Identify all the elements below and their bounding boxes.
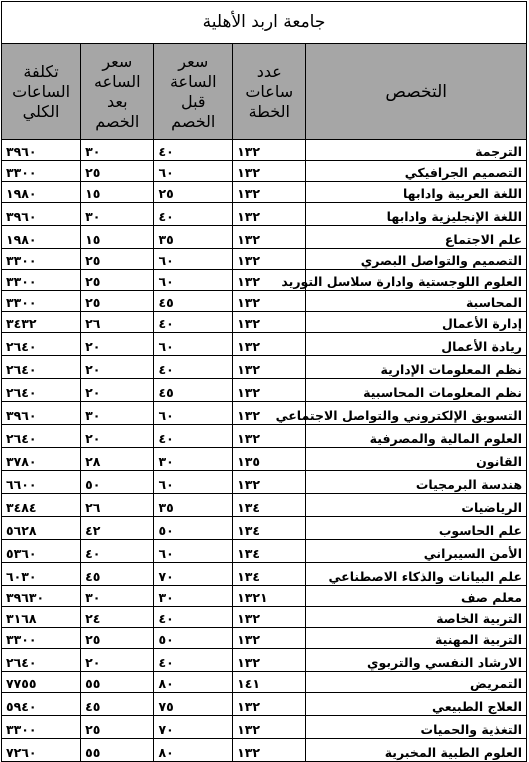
table-row — [2, 628, 526, 649]
specialization-cell: الأمن السيبراني — [306, 540, 526, 563]
total-cost-cell: ٦٠٣٠ — [2, 563, 81, 586]
price-before-cell: ٦٠ — [154, 540, 233, 563]
price-before-cell: ٦٠ — [154, 333, 233, 356]
plan-hours-cell: ١٣٤ — [233, 563, 306, 586]
specialization-cell: التربية الخاصة — [306, 607, 526, 628]
plan-hours-cell: ١٣٤ — [233, 517, 306, 540]
specialization-cell: القانون — [306, 448, 526, 471]
plan-hours-cell: ١٣٢١ — [233, 586, 306, 607]
table-row — [2, 672, 526, 693]
table-row — [2, 540, 526, 563]
price-table-document — [1, 1, 527, 762]
total-cost-cell: ٣٣٠٠ — [2, 249, 81, 270]
specialization-cell: هندسة البرمجيات — [306, 471, 526, 494]
price-before-cell: ٤٥ — [154, 379, 233, 402]
total-cost-cell: ٢٦٤٠ — [2, 356, 81, 379]
table-row — [2, 425, 526, 448]
table-row — [2, 333, 526, 356]
price-after-cell: ٢٥ — [81, 716, 154, 739]
price-after-cell: ٢٥ — [81, 291, 154, 312]
total-cost-cell: ٣٣٠٠ — [2, 716, 81, 739]
total-cost-cell: ٢٦٤٠ — [2, 649, 81, 672]
price-after-cell: ٥٥ — [81, 739, 154, 762]
total-cost-cell: ٣٣٠٠ — [2, 161, 81, 182]
table-row — [2, 607, 526, 628]
price-before-cell: ٦٠ — [154, 161, 233, 182]
price-before-cell: ٤٠ — [154, 140, 233, 161]
table-header-row — [2, 44, 526, 140]
table-row — [2, 693, 526, 716]
specialization-cell: الرياضيات — [306, 494, 526, 517]
specialization-cell: التربية المهنية — [306, 628, 526, 649]
total-cost-cell: ٣١٦٨ — [2, 607, 81, 628]
specialization-cell: اللغة الإنجليزية وادابها — [306, 203, 526, 226]
price-after-cell: ٢٠ — [81, 649, 154, 672]
price-before-cell: ٣٥ — [154, 226, 233, 249]
price-after-cell: ٢٠ — [81, 356, 154, 379]
table-row — [2, 471, 526, 494]
specialization-cell: التصميم والتواصل البصري — [306, 249, 526, 270]
plan-hours-cell: ١٣٢ — [233, 333, 306, 356]
header-plan-hours: عدد ساعات الخطة — [233, 44, 306, 140]
plan-hours-cell: ١٣٢ — [233, 379, 306, 402]
price-after-cell: ٢٦ — [81, 312, 154, 333]
header-price-after-discount: سعر الساعه بعد الخصم — [81, 44, 154, 140]
total-cost-cell: ٥٣٦٠ — [2, 540, 81, 563]
table-row — [2, 182, 526, 203]
table-row — [2, 716, 526, 739]
plan-hours-cell: ١٣٢ — [233, 249, 306, 270]
specialization-cell: العلوم المالية والمصرفية — [306, 425, 526, 448]
plan-hours-cell: ١٣٥ — [233, 448, 306, 471]
plan-hours-cell: ١٣٢ — [233, 607, 306, 628]
header-specialization: التخصص — [306, 44, 526, 140]
specialization-cell: الارشاد النفسي والتربوي — [306, 649, 526, 672]
specialization-cell: العلاج الطبيعي — [306, 693, 526, 716]
total-cost-cell: ٧٧٥٥ — [2, 672, 81, 693]
plan-hours-cell: ١٣٢ — [233, 402, 306, 425]
plan-hours-cell: ١٣٢ — [233, 628, 306, 649]
price-before-cell: ٤٠ — [154, 203, 233, 226]
total-cost-cell: ٣٣٠٠ — [2, 628, 81, 649]
price-after-cell: ٢٥ — [81, 628, 154, 649]
price-before-cell: ٦٠ — [154, 249, 233, 270]
specialization-cell: علم الاجتماع — [306, 226, 526, 249]
header-total-cost: تكلفة الساعات الكلي — [2, 44, 81, 140]
table-row — [2, 161, 526, 182]
total-cost-cell: ٣٣٠٠ — [2, 270, 81, 291]
specialization-cell: علم الحاسوب — [306, 517, 526, 540]
price-before-cell: ٣٠ — [154, 586, 233, 607]
price-after-cell: ٢٠ — [81, 379, 154, 402]
total-cost-cell: ٢٦٤٠ — [2, 425, 81, 448]
total-cost-cell: ٦٦٠٠ — [2, 471, 81, 494]
plan-hours-cell: ١٣٢ — [233, 203, 306, 226]
price-after-cell: ١٥ — [81, 226, 154, 249]
total-cost-cell: ٣٩٦٠ — [2, 140, 81, 161]
price-before-cell: ٥٠ — [154, 628, 233, 649]
table-row — [2, 739, 526, 762]
total-cost-cell: ٢٦٤٠ — [2, 379, 81, 402]
specialization-cell: المحاسبة — [306, 291, 526, 312]
price-after-cell: ٤٥ — [81, 693, 154, 716]
table-row — [2, 379, 526, 402]
plan-hours-cell: ١٣٢ — [233, 140, 306, 161]
price-before-cell: ٤٠ — [154, 356, 233, 379]
price-after-cell: ٤٠ — [81, 540, 154, 563]
total-cost-cell: ١٩٨٠ — [2, 226, 81, 249]
total-cost-cell: ١٩٨٠ — [2, 182, 81, 203]
plan-hours-cell: ١٣٢ — [233, 161, 306, 182]
plan-hours-cell: ١٣٤ — [233, 494, 306, 517]
specialization-cell: العلوم اللوجستية وادارة سلاسل التوريد — [306, 270, 526, 291]
price-before-cell: ٨٠ — [154, 739, 233, 762]
total-cost-cell: ٣٤٨٤ — [2, 494, 81, 517]
header-price-before-discount: سعر الساعة قبل الخصم — [154, 44, 233, 140]
table-row — [2, 249, 526, 270]
table-body — [2, 140, 526, 762]
price-before-cell: ٧٠ — [154, 716, 233, 739]
table-row — [2, 517, 526, 540]
table-row — [2, 226, 526, 249]
price-before-cell: ٣٠ — [154, 448, 233, 471]
specialization-cell: التغذية والحميات — [306, 716, 526, 739]
plan-hours-cell: ١٣٢ — [233, 226, 306, 249]
table-row — [2, 563, 526, 586]
total-cost-cell: ٢٦٤٠ — [2, 333, 81, 356]
table-row — [2, 203, 526, 226]
table-row — [2, 312, 526, 333]
table-row — [2, 356, 526, 379]
total-cost-cell: ٥٩٤٠ — [2, 693, 81, 716]
price-after-cell: ٢٥ — [81, 161, 154, 182]
price-after-cell: ٤٢ — [81, 517, 154, 540]
price-before-cell: ٦٠ — [154, 270, 233, 291]
price-after-cell: ٣٠ — [81, 203, 154, 226]
specialization-cell: التسويق الإلكتروني والتواصل الاجتماعي — [306, 402, 526, 425]
total-cost-cell: ٣٩٦٠ — [2, 203, 81, 226]
price-after-cell: ٣٠ — [81, 402, 154, 425]
price-after-cell: ٢٦ — [81, 494, 154, 517]
table-row — [2, 140, 526, 161]
plan-hours-cell: ١٣٢ — [233, 649, 306, 672]
total-cost-cell: ٣٩٦٠ — [2, 402, 81, 425]
price-before-cell: ٣٥ — [154, 494, 233, 517]
specialization-cell: التصميم الجرافيكي — [306, 161, 526, 182]
total-cost-cell: ٥٦٢٨ — [2, 517, 81, 540]
plan-hours-cell: ١٣٢ — [233, 716, 306, 739]
price-after-cell: ٢٨ — [81, 448, 154, 471]
plan-hours-cell: ١٣٢ — [233, 291, 306, 312]
specialization-cell: إدارة الأعمال — [306, 312, 526, 333]
price-after-cell: ٥٠ — [81, 471, 154, 494]
specialization-cell: التمريض — [306, 672, 526, 693]
price-after-cell: ٣٠ — [81, 586, 154, 607]
price-before-cell: ٦٠ — [154, 471, 233, 494]
price-before-cell: ٧٥ — [154, 693, 233, 716]
total-cost-cell: ٣٤٣٢ — [2, 312, 81, 333]
price-after-cell: ٢٤ — [81, 607, 154, 628]
plan-hours-cell: ١٣٢ — [233, 270, 306, 291]
table-row — [2, 402, 526, 425]
price-before-cell: ٥٠ — [154, 517, 233, 540]
plan-hours-cell: ١٣٢ — [233, 693, 306, 716]
price-before-cell: ٧٠ — [154, 563, 233, 586]
price-before-cell: ٤٠ — [154, 607, 233, 628]
table-row — [2, 494, 526, 517]
specialization-cell: الترجمة — [306, 140, 526, 161]
price-after-cell: ٥٥ — [81, 672, 154, 693]
specialization-cell: نظم المعلومات المحاسبية — [306, 379, 526, 402]
price-before-cell: ٨٠ — [154, 672, 233, 693]
price-after-cell: ٤٥ — [81, 563, 154, 586]
plan-hours-cell: ١٣٢ — [233, 471, 306, 494]
price-after-cell: ١٥ — [81, 182, 154, 203]
price-before-cell: ٤٠ — [154, 649, 233, 672]
price-table — [2, 44, 526, 761]
table-row — [2, 448, 526, 471]
plan-hours-cell: ١٣٢ — [233, 425, 306, 448]
total-cost-cell: ٣٧٨٠ — [2, 448, 81, 471]
price-before-cell: ٢٥ — [154, 182, 233, 203]
price-after-cell: ٢٥ — [81, 270, 154, 291]
plan-hours-cell: ١٣٢ — [233, 182, 306, 203]
price-before-cell: ٤٠ — [154, 425, 233, 448]
price-after-cell: ٢٠ — [81, 425, 154, 448]
specialization-cell: معلم صف — [306, 586, 526, 607]
table-row — [2, 649, 526, 672]
price-before-cell: ٦٠ — [154, 402, 233, 425]
plan-hours-cell: ١٣٢ — [233, 356, 306, 379]
price-after-cell: ٢٠ — [81, 333, 154, 356]
price-after-cell: ٢٥ — [81, 249, 154, 270]
specialization-cell: علم البيانات والذكاء الاصطناعي — [306, 563, 526, 586]
plan-hours-cell: ١٤١ — [233, 672, 306, 693]
total-cost-cell: ٧٢٦٠ — [6, 745, 37, 760]
table-row — [2, 291, 526, 312]
total-cost-cell: ٣٩٦٣٠ — [2, 586, 81, 607]
price-before-cell: ٤٥ — [154, 291, 233, 312]
specialization-cell: العلوم الطبية المخبرية — [306, 739, 526, 762]
table-row — [2, 270, 526, 291]
price-after-cell: ٣٠ — [81, 140, 154, 161]
specialization-cell: اللغة العربية وادابها — [306, 182, 526, 203]
total-cost-cell: ٣٣٠٠ — [2, 291, 81, 312]
specialization-cell: نظم المعلومات الإدارية — [306, 356, 526, 379]
plan-hours-cell: ١٣٢ — [233, 739, 306, 762]
specialization-cell: ريادة الأعمال — [306, 333, 526, 356]
plan-hours-cell: ١٣٤ — [233, 540, 306, 563]
plan-hours-cell: ١٣٢ — [233, 312, 306, 333]
price-before-cell: ٤٠ — [154, 312, 233, 333]
table-row — [2, 586, 526, 607]
document-title: جامعة اربد الأهلية — [2, 2, 526, 44]
